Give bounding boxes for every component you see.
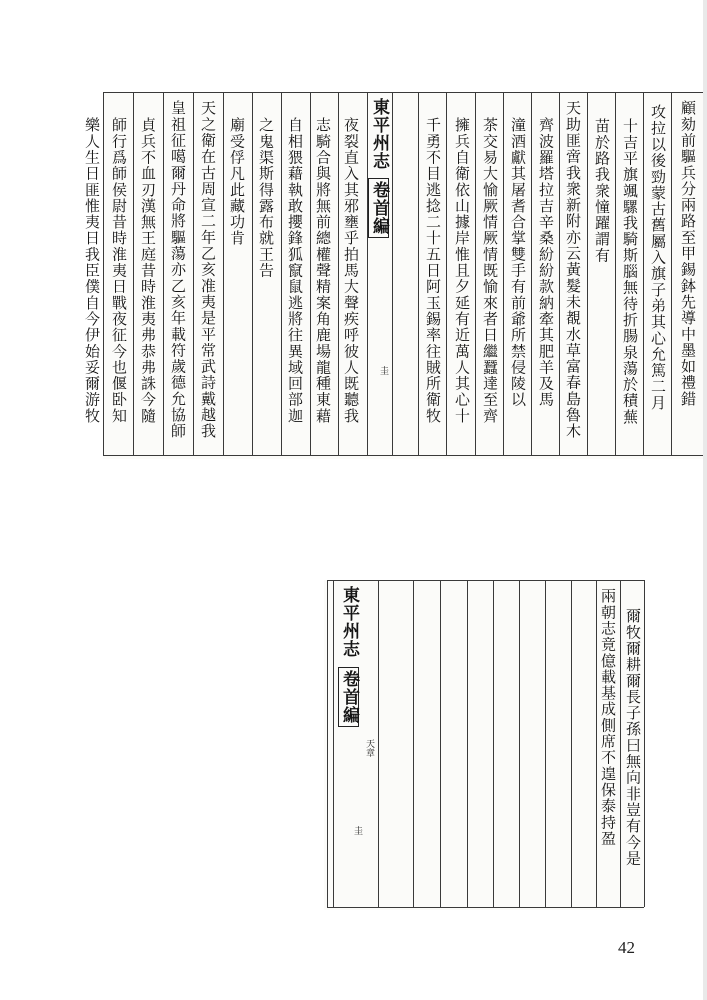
upper-header-title: 東平州志 [369, 98, 389, 170]
upper-rule-12 [446, 92, 447, 455]
lower-rule-f [545, 580, 546, 907]
lower-rule-c [467, 580, 468, 907]
upper-text-column-18: 貞兵不血刃漢無王庭昔時淮夷弗恭弗誅今隨 [139, 117, 157, 424]
upper-rule-17 [587, 92, 588, 455]
upper-rule-8 [338, 92, 339, 455]
upper-text-column-9: 擁兵自衛依山據岸惟且夕延有近萬人其心十 [453, 117, 471, 424]
upper-left-border [103, 92, 104, 455]
upper-rule-20 [671, 92, 672, 455]
upper-text-column-15: 廟受俘凡此藏功肯 [228, 117, 246, 247]
lower-text-column-1: 爾牧爾耕爾長子孫曰無向非豈有今是 [624, 608, 642, 867]
upper-rule-3 [193, 92, 194, 455]
upper-rule-5 [252, 92, 253, 455]
upper-text-column-6: 齊波羅塔拉吉辛桑紛紛款納牽其肥羊及馬 [537, 117, 555, 408]
upper-text-column-14: 之鬼渠斯得露布就王告 [257, 117, 275, 279]
upper-text-column-16: 天之衛在古周宣二年乙亥准夷是平常武詩戴越我 [199, 100, 217, 440]
upper-rule-15 [531, 92, 532, 455]
lower-text-column-2: 兩朝志竟億載基成側席不遑保泰持盈 [599, 588, 617, 847]
lower-rule-j [644, 580, 645, 907]
lower-header-rule-left [333, 580, 334, 907]
upper-text-column-1: 顧劾前驅兵分兩路至甲錫鉢先導中墨如禮錯 [679, 100, 697, 407]
upper-rule-11 [418, 92, 419, 455]
lower-header-note: 天章 [364, 739, 374, 757]
upper-bottom-border [103, 455, 707, 456]
upper-rule-7 [310, 92, 311, 455]
upper-text-column-4: 苗於路我衆憧躍謂有 [593, 118, 611, 264]
lower-header-volume: 卷首編 [338, 667, 359, 727]
upper-text-column-5: 天助匪啻我衆新附亦云黃髮未覩水草富春島魯木 [564, 100, 582, 440]
upper-rule-14 [503, 92, 504, 455]
upper-text-column-17: 皇祖征噶爾丹命將驅蕩亦乙亥年載符歲德允協師 [169, 100, 187, 440]
lower-bottom-border [327, 907, 644, 908]
lower-rule-h [596, 580, 597, 907]
lower-rule-i [620, 580, 621, 907]
upper-rule-16 [559, 92, 560, 455]
lower-outer-rule [327, 580, 328, 907]
scan-edge [703, 0, 707, 1000]
upper-text-column-12: 志騎合與將無前總權聲精案角鹿場龍種東藉 [314, 117, 332, 424]
lower-rule-b [440, 580, 441, 907]
upper-text-column-3: 十吉平旗颯騾我騎斯腦無待折腸泉蕩於積蕪 [621, 118, 639, 425]
upper-rule-6 [281, 92, 282, 455]
upper-rule-19 [643, 92, 644, 455]
upper-rule-9 [367, 92, 368, 455]
upper-folio: 圭 [378, 366, 388, 375]
lower-rule-d [493, 580, 494, 907]
upper-text-column-20: 樂人生日匪惟夷日我臣僕自今伊始妥爾游牧 [83, 117, 101, 424]
upper-rule-18 [615, 92, 616, 455]
upper-text-column-10: 千勇不目逃捻二十五日阿玉錫率往賊所衛牧 [424, 117, 442, 424]
upper-rule-10 [392, 92, 393, 455]
lower-folio: 圭 [352, 826, 362, 835]
upper-header-volume: 卷首編 [368, 178, 389, 238]
upper-rule-4 [223, 92, 224, 455]
lower-rule-g [571, 580, 572, 907]
upper-text-column-7: 潼酒獻其屠耆合掌雙手有前爺所禁侵陵以 [509, 117, 527, 408]
upper-text-column-19: 師行爲師侯尉昔時淮夷日戰夜征今也偃卧知 [110, 117, 128, 424]
upper-text-column-8: 茶交易大愉厥情厥情既愉來者日繼蠶達至齊 [481, 117, 499, 424]
lower-header-title: 東平州志 [339, 586, 359, 658]
upper-rule-1 [133, 92, 134, 455]
upper-text-column-11: 夜裂直入其邪壅乎拍馬大聲疾呼彼人既聽我 [342, 117, 360, 424]
upper-rule-2 [163, 92, 164, 455]
upper-text-column-13: 自相猥藉執敢攖鋒狐竄鼠逃將往異域回部迦 [286, 117, 304, 424]
upper-text-column-2: 攻拉以後勁蒙古舊屬入旗子弟其心允篤二月 [649, 104, 667, 411]
page-number: 42 [618, 938, 635, 957]
lower-header-rule-right [378, 580, 379, 907]
upper-rule-13 [475, 92, 476, 455]
lower-rule-a [413, 580, 414, 907]
lower-rule-e [519, 580, 520, 907]
